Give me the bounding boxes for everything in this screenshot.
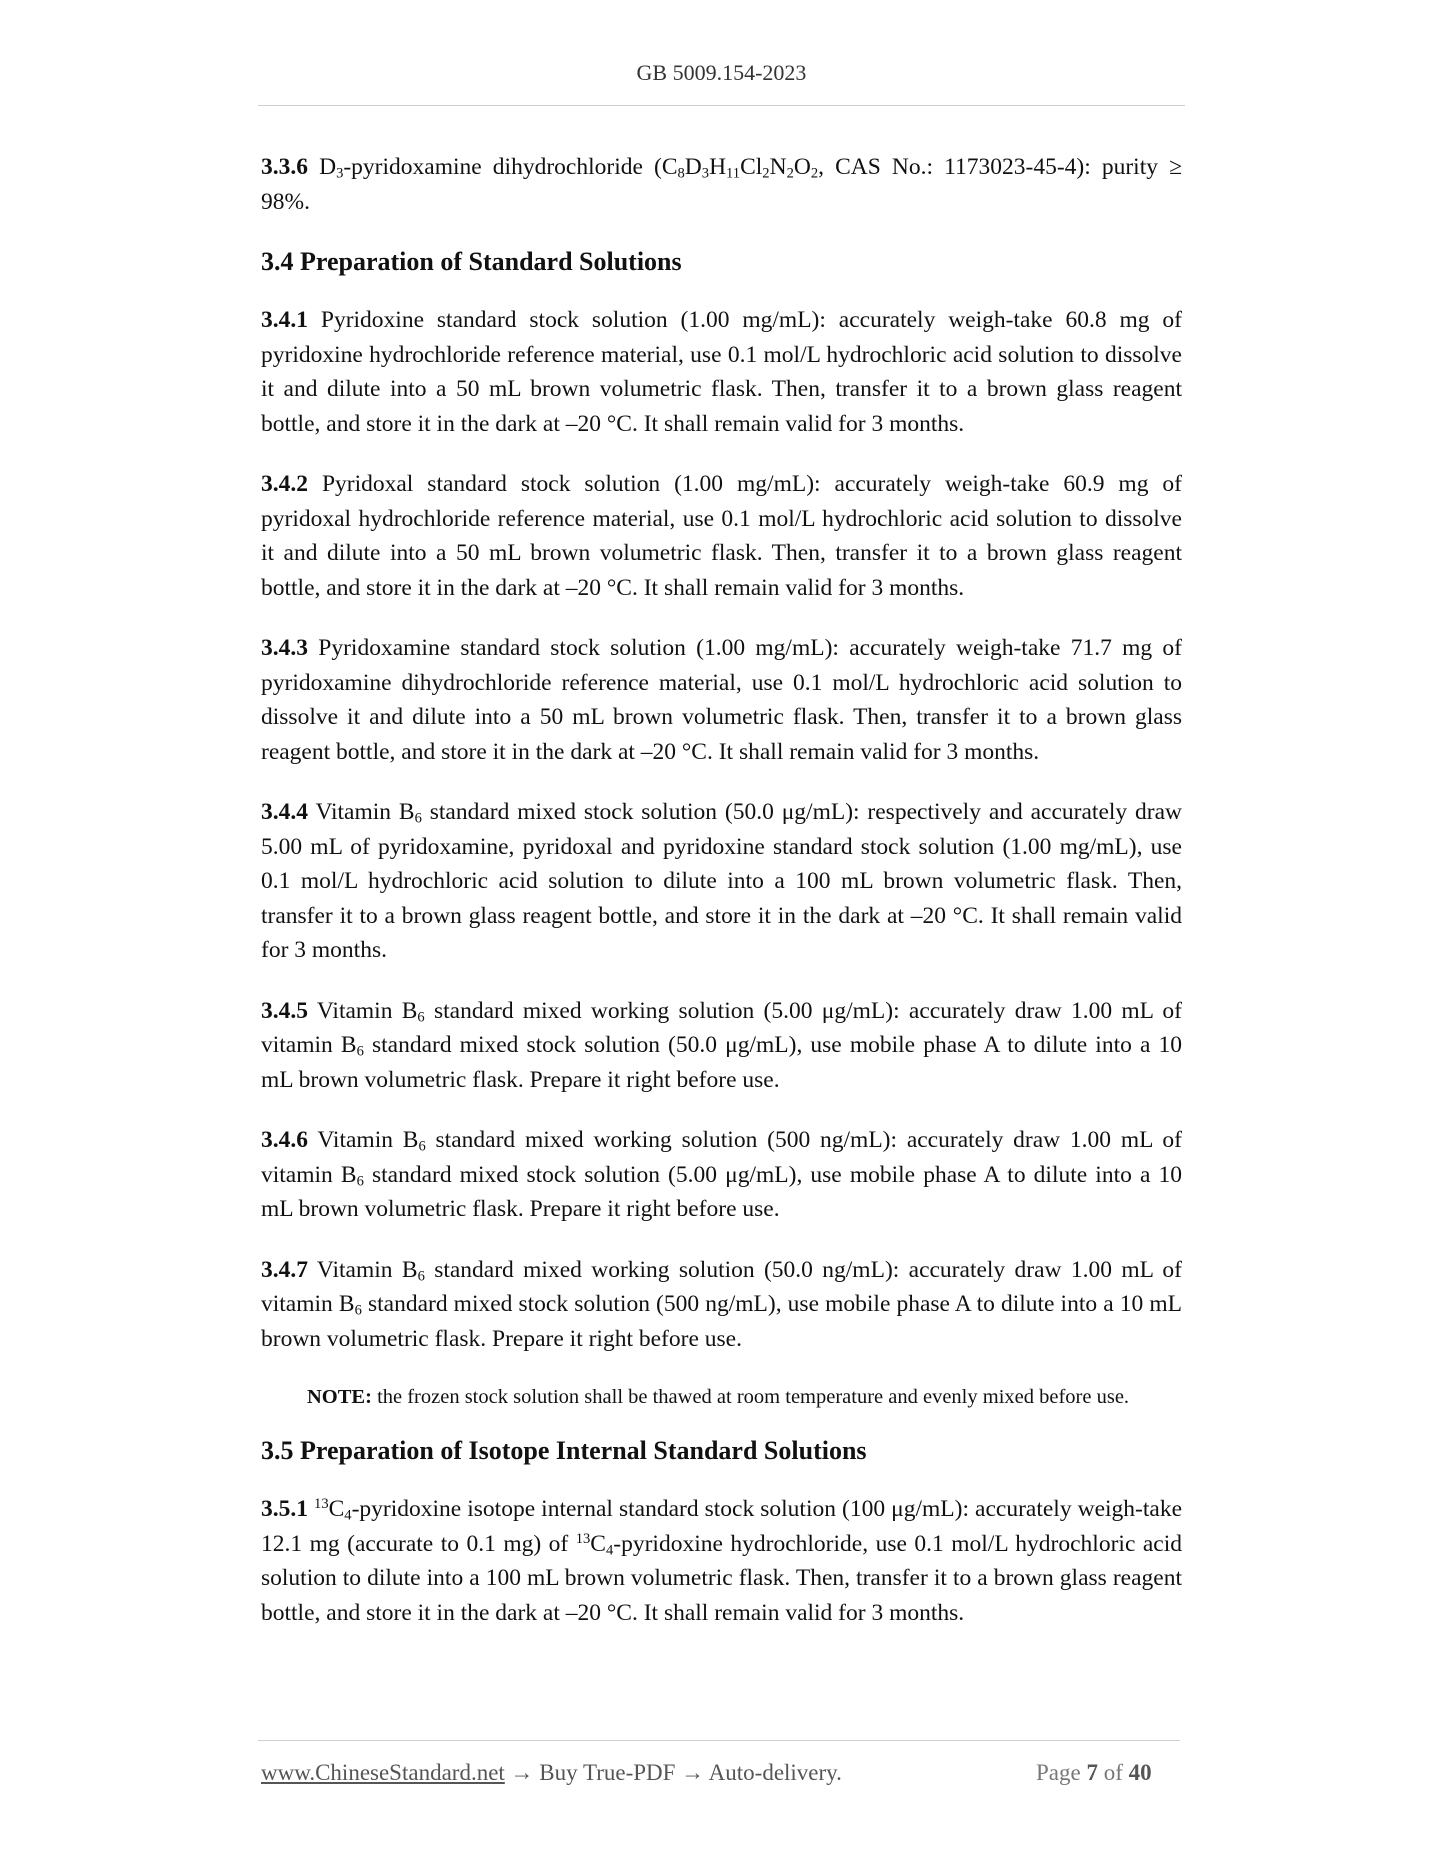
subscript: 2 — [762, 165, 770, 182]
clause-text: , CAS No.: 1173023-45-4): purity ≥ 98%. — [261, 154, 1182, 215]
subscript: 6 — [417, 1268, 425, 1285]
clause-text: H — [709, 154, 727, 180]
clause-text: N — [769, 154, 787, 180]
subscript: 2 — [810, 165, 819, 182]
clause-number: 3.4.1 — [261, 307, 308, 333]
clause-number: 3.4.4 — [261, 799, 308, 825]
footer-promo — [261, 1760, 842, 1786]
clause-text: Vitamin B — [308, 1127, 419, 1153]
superscript: 13 — [575, 1530, 591, 1547]
clause-number: 3.5.1 — [261, 1496, 308, 1522]
clause-3-5-1 — [261, 1492, 1182, 1630]
clause-text: standard mixed stock solution (50.0 μg/mL): respectively and accurately draw 5.00 mL of pyridoxamine, pyridoxal and pyridoxine standard stock solution (1.00 mg/mL), use 0.1 mol/L hydrochloric acid solution to dilute into a 100 mL brown volumetric flask. Then, transfer it to a brown glass reagent bottle, and store it in the dark at –20 °C. It shall remain valid for 3 months. — [261, 799, 1182, 963]
footer-divider — [258, 1740, 1180, 1741]
subscript: 3 — [336, 165, 344, 182]
page-number: 7 — [1086, 1760, 1098, 1785]
section-heading-3-4: 3.4 Preparation of Standard Solutions — [261, 247, 682, 276]
subscript: 6 — [356, 1043, 364, 1060]
clause-3-4-1 — [261, 303, 1182, 441]
of-label: of — [1103, 1760, 1123, 1785]
clause-3-4-6 — [261, 1123, 1182, 1227]
clause-3-4-3 — [261, 631, 1182, 769]
clause-number: 3.4.3 — [261, 635, 308, 661]
clause-3-4-2 — [261, 467, 1182, 605]
clause-text: -pyridoxamine dihydrochloride (C — [343, 154, 678, 180]
clause-text: Vitamin B — [308, 997, 418, 1024]
clause-3-4-7 — [261, 1253, 1182, 1357]
subscript: 8 — [677, 165, 685, 182]
clause-3-4-4 — [261, 795, 1182, 968]
superscript: 13 — [314, 1496, 329, 1512]
clause-text: -pyridoxine hydrochloride, use 0.1 mol/L hydrochloric acid solution to dilute into a 100 mL brown volumetric flask. Then, transfer it to a brown glass reagent bottle, and store it in the dark at –20 °C. It shall remain valid for 3 months. — [261, 1530, 1182, 1626]
clause-text: C — [328, 1496, 345, 1522]
page-label: Page — [1036, 1760, 1081, 1785]
clause-text: standard mixed working solution (5.00 μg/mL): accurately draw 1.00 mL of vitamin B — [261, 997, 1182, 1058]
subscript: 4 — [344, 1507, 352, 1524]
clause-text: Pyridoxine standard stock solution (1.00 mg/mL): accurately weigh-take 60.8 mg of pyridoxine hydrochloride reference material, use 0.1 mol/L hydrochloric acid solution to dissolve it and dilute into a 50 mL brown volumetric flask. Then, transfer it to a brown glass reagent bottle, and store it in the dark at –20 °C. It shall remain valid for 3 months. — [261, 307, 1182, 437]
clause-text: Cl — [740, 154, 763, 180]
subscript: 6 — [356, 1173, 364, 1190]
clause-text: Pyridoxal standard stock solution (1.00 mg/mL): accurately weigh-take 60.9 mg of pyridoxal hydrochloride reference material, use 0.1 mol/L hydrochloric acid solution to dissolve it and dilute into a 50 mL brown volumetric flask. Then, transfer it to a brown glass reagent bottle, and store it in the dark at –20 °C. It shall remain valid for 3 months. — [261, 471, 1182, 601]
note — [261, 1382, 1182, 1412]
clause-text: Vitamin B — [308, 799, 415, 825]
subscript: 6 — [354, 1302, 362, 1319]
clause-text: D — [684, 154, 702, 180]
clause-text: O — [793, 154, 811, 180]
subscript: 6 — [418, 1138, 426, 1155]
clause-3-4-5 — [261, 994, 1182, 1098]
page-header: GB 5009.154-2023 — [636, 60, 807, 85]
page-total: 40 — [1128, 1760, 1152, 1785]
clause-text: standard mixed stock solution (5.00 μg/mL), use mobile phase A to dilute into a 10 mL brown volumetric flask. Prepare it right before use. — [261, 1161, 1182, 1222]
clause-text: Vitamin B — [308, 1256, 418, 1283]
clause-text: C — [590, 1530, 606, 1557]
subscript: 4 — [605, 1542, 614, 1559]
clause-number: 3.4.5 — [261, 997, 308, 1024]
clause-text: D — [308, 154, 337, 180]
subscript: 3 — [701, 165, 710, 182]
note-label: NOTE: — [307, 1386, 372, 1408]
clause-number: 3.4.2 — [261, 471, 308, 497]
document-body — [261, 150, 1182, 1656]
clause-number: 3.4.7 — [261, 1256, 308, 1283]
subscript: 11 — [726, 165, 741, 182]
note-text: the frozen stock solution shall be thawed at room temperature and evenly mixed before use. — [371, 1386, 1130, 1408]
clause-text: Pyridoxamine standard stock solution (1.00 mg/mL): accurately weigh-take 71.7 mg of pyridoxamine dihydrochloride reference material, use 0.1 mol/L hydrochloric acid solution to dissolve it and dilute into a 50 mL brown volumetric flask. Then, transfer it to a brown glass reagent bottle, and store it in the dark at –20 °C. It shall remain valid for 3 months. — [261, 635, 1182, 765]
footer-tagline: → Buy True-PDF → Auto-delivery. — [504, 1760, 842, 1785]
header-divider — [258, 105, 1185, 106]
subscript: 6 — [414, 810, 422, 827]
section-heading-3-5: 3.5 Preparation of Isotope Internal Standard Solutions — [261, 1436, 867, 1465]
clause-text: standard mixed stock solution (50.0 μg/mL), use mobile phase A to dilute into a 10 mL brown volumetric flask. Prepare it right before use. — [261, 1032, 1182, 1093]
clause-text: standard mixed working solution (500 ng/mL): accurately draw 1.00 mL of vitamin B — [261, 1127, 1182, 1188]
clause-text: -pyridoxine isotope internal standard stock solution (100 μg/mL): accurately weigh-take 12.1 mg (accurate to 0.1 mg) of — [261, 1496, 1183, 1557]
clause-number: 3.3.6 — [261, 154, 308, 180]
subscript: 6 — [417, 1009, 425, 1026]
subscript: 2 — [786, 165, 794, 182]
clause-3-3-6 — [261, 150, 1182, 219]
page-indicator — [1036, 1760, 1152, 1786]
site-link[interactable]: www.ChineseStandard.net — [261, 1760, 505, 1785]
clause-text: standard mixed working solution (50.0 ng/mL): accurately draw 1.00 mL of vitamin B — [261, 1256, 1183, 1317]
clause-number: 3.4.6 — [261, 1127, 308, 1153]
clause-text: standard mixed stock solution (500 ng/mL), use mobile phase A to dilute into a 10 mL brown volumetric flask. Prepare it right before use. — [261, 1291, 1182, 1352]
